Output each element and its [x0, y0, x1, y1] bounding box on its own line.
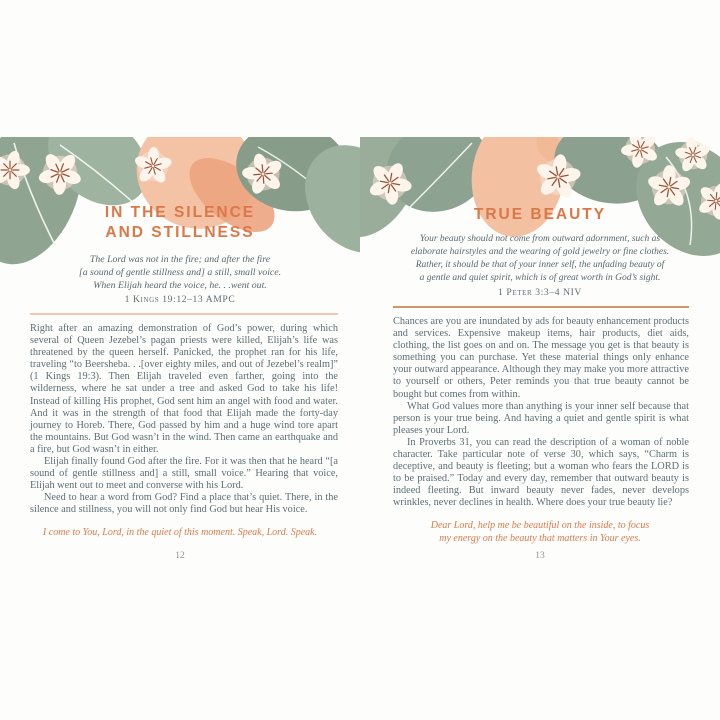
prayer-line: Dear Lord, help me be beautiful on the inside, to focus	[430, 519, 650, 531]
body-paragraph: In Proverbs 31, you can read the description of a woman of noble character. Take particular note of verse 30, which says, “Charm is deceptive, and beauty is fleeting; but a woman who fears the LORD is to be praised.” Today and every day, remember that outward beauty is indeed fleeting. But inward beauty never fades, never develops wrinkles, never declines in health. Where does your true beauty lie?	[393, 436, 689, 509]
devotional-text	[360, 316, 720, 510]
epigraph-line: The Lord was not in the fire; and after the fire	[89, 254, 271, 265]
chapter-title-line: AND STILLNESS	[105, 224, 255, 241]
left-page	[0, 137, 360, 607]
epigraph-line: a gentle and quiet spirit, which is of great worth in God’s sight.	[419, 273, 661, 283]
scripture-reference: 1 Kings 19:12–13 AMPC	[124, 294, 236, 305]
chapter-title	[360, 205, 720, 225]
prayer-line: my energy on the beauty that matters in Your eyes.	[439, 533, 641, 544]
epigraph-line: When Elijah heard the voice, he. . .went out.	[93, 280, 267, 291]
section-divider	[30, 313, 338, 315]
epigraph-line: Rather, it should be that of your inner self, the unfading beauty of	[415, 260, 665, 270]
body-paragraph: Chances are you are inundated by ads for beauty enhancement products and services. Expensive makeup items, hair products, diet aids, clothing, the list goes on and on. The message you get is that beauty is something you can purchase. Yet these material things only enhance your outward appearance. Although they may make you more attractive to yourself or others, Peter reminds you that true beauty cannot be bought but comes from within.	[393, 316, 689, 400]
body-paragraph: Need to hear a word from God? Find a place that’s quiet. There, in the silence and stillness, you will not only find God but hear His voice.	[30, 492, 338, 516]
epigraph-line: Your beauty should not come from outward adornment, such as	[419, 234, 661, 244]
body-paragraph: What God values more than anything is your inner self because that person is your true being. And having a quiet and gentle spirit is what pleases your Lord.	[393, 400, 689, 436]
prayer-line: I come to You, Lord, in the quiet of this moment. Speak, Lord. Speak.	[42, 526, 318, 538]
closing-prayer	[0, 526, 360, 540]
page-number: 12	[175, 551, 185, 561]
scripture-epigraph	[0, 253, 360, 292]
chapter-title-line: IN THE SILENCE	[104, 204, 256, 221]
body-paragraph: Elijah finally found God after the fire. For it was then that he heard “[a sound of gentle stillness and] a still, small voice.” Hearing that voice, Elijah went out to meet and converse with his Lord.	[30, 456, 338, 492]
scripture-epigraph	[360, 233, 720, 285]
left-page-content	[0, 203, 360, 539]
scripture-reference: 1 Peter 3:3–4 NIV	[498, 287, 582, 298]
body-paragraph: Right after an amazing demonstration of God’s power, during which several of Queen Jezebel’s pagan priests were killed, Elijah’s life was threatened by the queen herself. Panicked, the prophet ran for his life, traveling “to Beersheba. . .[over eighty miles, and out of Jezebel’s realm]” (1 Kings 19:3). Then Elijah traveled even farther, going into the wilderness, where he sat under a tree and asked God to take his life! Instead of killing His prophet, God sent him an angel with food and water. And it was in the strength of that food that Elijah made the forty-day journey to Horeb. There, God passed by him and a huge wind tore apart the mountains. But God wasn’t in the wind. Then came an earthquake and a fire, but God wasn’t in either.	[30, 323, 338, 455]
chapter-title	[0, 203, 360, 243]
devotional-text	[0, 323, 360, 517]
epigraph-line: elaborate hairstyles and the wearing of gold jewelry or fine clothes.	[410, 247, 670, 257]
chapter-title-line: TRUE BEAUTY	[473, 206, 607, 223]
epigraph-line: [a sound of gentle stillness and] a still, small voice.	[78, 267, 282, 278]
right-page-content	[360, 205, 720, 546]
closing-prayer	[360, 519, 720, 546]
section-divider	[393, 306, 689, 308]
page-number: 13	[535, 551, 545, 561]
right-page	[360, 137, 720, 607]
